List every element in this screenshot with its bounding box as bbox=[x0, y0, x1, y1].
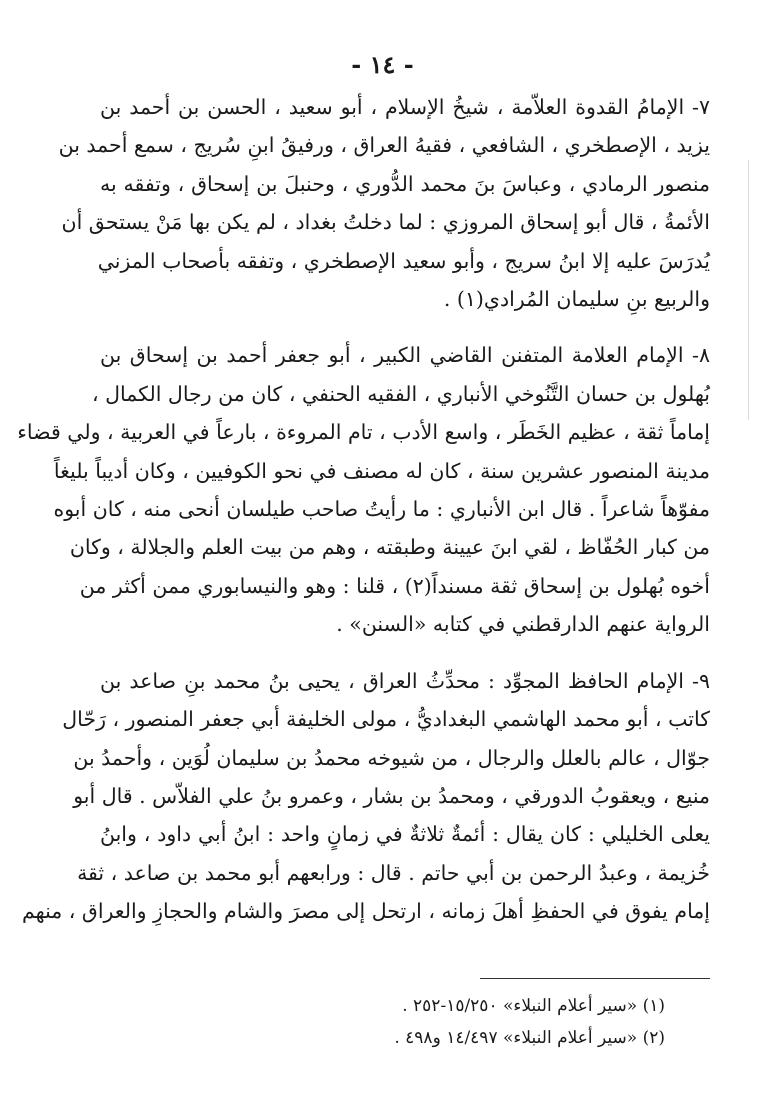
text-line: منيع ، ويعقوبُ الدورقي ، ومحمدُ بن بشار ، وعمرو بنُ علي الفلاّس . قال أبو bbox=[73, 783, 710, 808]
text-line: منصور الرمادي ، وعباسَ بنَ محمد الدُّوري ، وحنبلَ بن إسحاق ، وتفقه به bbox=[100, 171, 710, 196]
text-line: مفوّهاً شاعراً . قال ابن الأنباري : ما رأيتُ صاحب طيلسان أنحى منه ، كان أبوه bbox=[53, 497, 710, 522]
entry-9-paragraph bbox=[22, 662, 710, 931]
footnote-separator bbox=[480, 978, 710, 979]
text-line: جوّال ، عالم بالعلل والرجال ، من شيوخه محمدُ بن سليمان لُوَين ، وأحمدُ بن bbox=[73, 745, 710, 770]
text-line: مدينة المنصور عشرين سنة ، كان له مصنف في نحو الكوفيين ، وكان أديباً بليغاً bbox=[53, 458, 710, 483]
body-text bbox=[17, 88, 710, 949]
text-line: الرواية عنهم الدارقطني في كتابه «السنن» . bbox=[336, 612, 710, 637]
page-number: - ١٤ - bbox=[351, 50, 414, 79]
text-line: ٧- الإمامُ القدوة العلاّمة ، شيخُ الإسلام ، أبو سعيد ، الحسن بن أحمد بن bbox=[100, 95, 710, 119]
text-line: يزيد ، الإصطخري ، الشافعي ، فقيهُ العراق ، ورفيقُ ابنِ سُريج ، سمع أحمد بن bbox=[58, 133, 710, 158]
entry-7-paragraph bbox=[58, 88, 710, 318]
footnotes bbox=[55, 990, 665, 1054]
text-line: إمام يفوق في الحفظِ أهلَ زمانه ، ارتحل إلى مصرَ والشام والحجازِ والعراق ، منهم bbox=[22, 899, 710, 924]
scan-gutter-line bbox=[748, 160, 749, 420]
text-line: إماماً ثقة ، عظيم الخَطَر ، واسع الأدب ، تام المروءة ، بارعاً في العربية ، ولي قضاء bbox=[17, 420, 710, 445]
text-line: خُزيمة ، وعبدُ الرحمن بن أبي حاتم . قال : ورابعهم أبو محمد بن صاعد ، ثقة bbox=[77, 860, 710, 885]
text-line: يُدرَسَ عليه إلا ابنُ سريج ، وأبو سعيد الإصطخري ، وتفقه بأصحاب المزني bbox=[97, 248, 710, 273]
entry-8-paragraph bbox=[17, 336, 710, 643]
text-line: الأئمةُ ، قال أبو إسحاق المروزي : لما دخلتُ بغداد ، لم يكن بها مَنْ يستحق أن bbox=[61, 210, 710, 235]
text-line: من كبار الحُفّاظ ، لقي ابنَ عيينة وطبقته ، وهم من بيت العلم والجلالة ، وكان bbox=[69, 535, 710, 560]
text-line: ٨- الإمام العلامة المتفنن القاضي الكبير ، أبو جعفر أحمد بن إسحاق بن bbox=[100, 343, 710, 368]
text-line: كاتب ، أبو محمد الهاشمي البغداديُّ ، مولى الخليفة أبي جعفر المنصور ، رَحّال bbox=[62, 707, 710, 732]
text-line: بُهلول بن حسان التَّنُوخي الأنباري ، الفقيه الحنفي ، كان من رجال الكمال ، bbox=[92, 381, 710, 406]
footnote-2: (٢) «سير أعلام النبلاء» ١٤/٤٩٧ و٤٩٨ . bbox=[394, 1028, 665, 1048]
text-line: أخوه بُهلول بن إسحاق ثقة مسنداً(٢) ، قلنا : وهو والنيسابوري ممن أكثر من bbox=[79, 573, 710, 598]
text-line: والربيع بنِ سليمان المُرادي(١) . bbox=[443, 287, 710, 312]
text-line: ٩- الإمام الحافظ المجوِّد : محدِّثُ العراق ، يحيى بنُ محمد بنِ صاعد بن bbox=[100, 668, 710, 693]
text-line: يعلى الخليلي : كان يقال : أئمةٌ ثلاثةٌ في زمانٍ واحد : ابنُ أبي داود ، وابنُ bbox=[100, 822, 710, 847]
footnote-1: (١) «سير أعلام النبلاء» ١٥/٢٥٠-٢٥٢ . bbox=[402, 996, 665, 1016]
